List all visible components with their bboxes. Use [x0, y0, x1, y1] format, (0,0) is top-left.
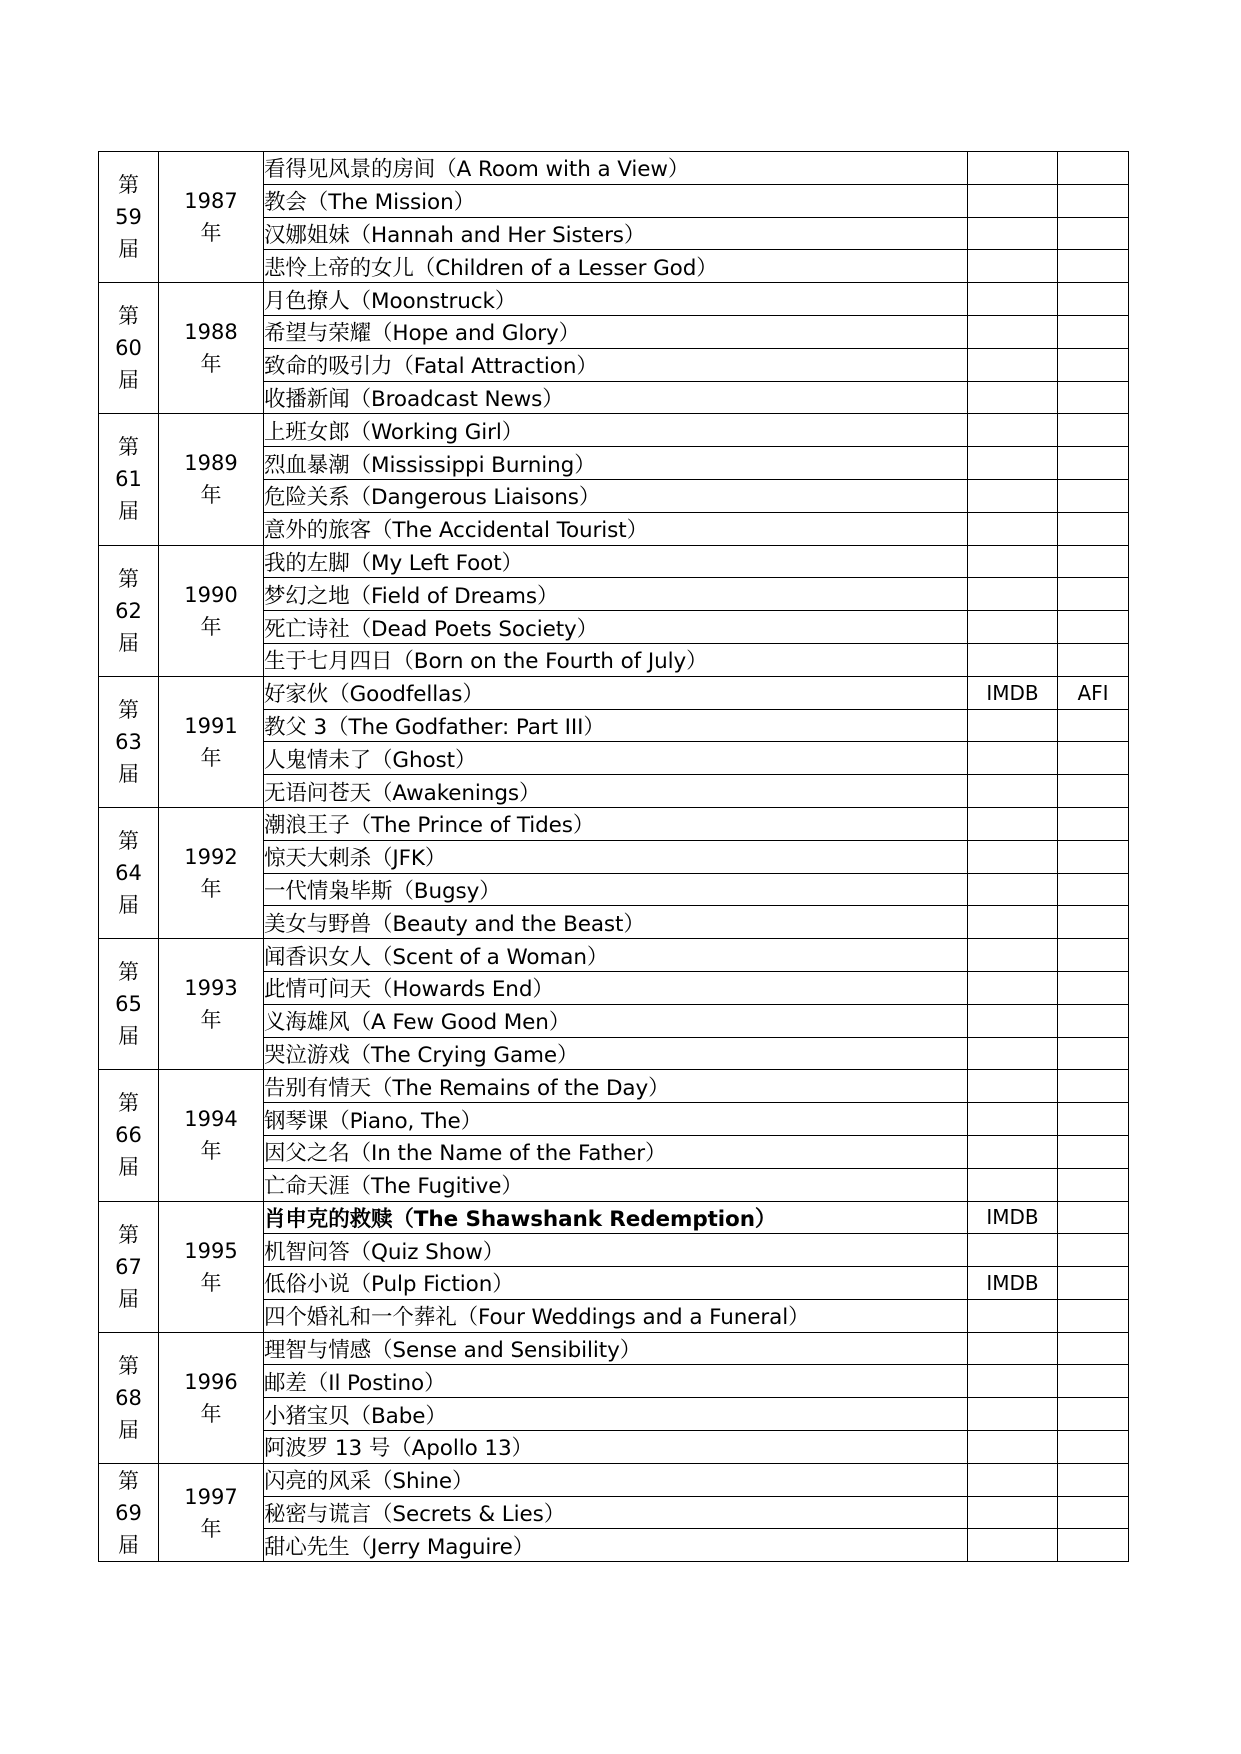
- afi-tag-cell: [1058, 512, 1129, 545]
- year-text: 年: [200, 1401, 222, 1426]
- session-text: 第: [118, 829, 139, 854]
- year-text: 1995: [184, 1238, 238, 1263]
- session-cell: [99, 676, 159, 807]
- film-title-cell: 我的左脚（My Left Foot）: [264, 545, 968, 578]
- year-text: 年: [200, 614, 222, 639]
- session-cell: [99, 152, 159, 283]
- film-title-cell: 义海雄风（A Few Good Men）: [264, 1004, 968, 1037]
- afi-tag-cell: [1058, 1037, 1129, 1070]
- session-text: 届: [118, 237, 139, 262]
- afi-tag-cell: [1058, 1135, 1129, 1168]
- year-cell: [159, 676, 264, 807]
- imdb-tag-cell: [968, 906, 1058, 939]
- film-title-cell: 秘密与谎言（Secrets & Lies）: [264, 1496, 968, 1529]
- film-title-cell: 梦幻之地（Field of Dreams）: [264, 578, 968, 611]
- imdb-tag-cell: [968, 709, 1058, 742]
- imdb-tag-cell: [968, 1037, 1058, 1070]
- nominees-table-body: [99, 152, 1129, 1562]
- afi-tag-cell: [1058, 939, 1129, 972]
- afi-tag-cell: [1058, 348, 1129, 381]
- film-title-cell: 教父 3（The Godfather: Part III）: [264, 709, 968, 742]
- session-text: 第: [118, 566, 139, 591]
- session-cell: [99, 545, 159, 676]
- film-title-cell: 看得见风景的房间（A Room with a View）: [264, 152, 968, 185]
- film-title-cell: 惊天大刺杀（JFK）: [264, 840, 968, 873]
- film-title-cell: 上班女郎（Working Girl）: [264, 414, 968, 447]
- year-text: 年: [200, 1139, 222, 1164]
- afi-tag-cell: [1058, 1070, 1129, 1103]
- film-title-cell: 教会（The Mission）: [264, 184, 968, 217]
- session-text: 届: [118, 1417, 139, 1442]
- film-title-cell: 阿波罗 13 号（Apollo 13）: [264, 1431, 968, 1464]
- session-text: 第: [118, 304, 139, 329]
- year-text: 年: [200, 221, 222, 246]
- session-text: 届: [118, 1155, 139, 1180]
- table-row: [99, 1070, 1129, 1103]
- afi-tag-cell: [1058, 152, 1129, 185]
- imdb-tag-cell: [968, 512, 1058, 545]
- afi-tag-cell: [1058, 1398, 1129, 1431]
- imdb-tag-cell: [968, 1431, 1058, 1464]
- imdb-tag-cell: [968, 1234, 1058, 1267]
- film-title-cell: 希望与荣耀（Hope and Glory）: [264, 315, 968, 348]
- session-text: 第: [118, 1222, 139, 1247]
- afi-tag-cell: [1058, 971, 1129, 1004]
- session-text: 67: [115, 1254, 142, 1279]
- afi-tag-cell: [1058, 1103, 1129, 1136]
- afi-tag-cell: [1058, 1234, 1129, 1267]
- afi-tag-cell: [1058, 315, 1129, 348]
- imdb-tag-cell: [968, 250, 1058, 283]
- nominees-table: [98, 151, 1129, 1562]
- imdb-tag-cell: [968, 1332, 1058, 1365]
- film-title-cell: 无语问苍天（Awakenings）: [264, 775, 968, 808]
- table-row: [99, 939, 1129, 972]
- year-cell: [159, 1463, 264, 1561]
- table-row: [99, 1463, 1129, 1496]
- session-cell: [99, 939, 159, 1070]
- imdb-tag-cell: [968, 873, 1058, 906]
- film-title-cell: 告别有情天（The Remains of the Day）: [264, 1070, 968, 1103]
- year-text: 年: [200, 1008, 222, 1033]
- imdb-tag-cell: [968, 217, 1058, 250]
- year-text: 1994: [184, 1107, 238, 1132]
- film-title-cell: 甜心先生（Jerry Maguire）: [264, 1529, 968, 1562]
- imdb-tag-cell: IMDB: [968, 1201, 1058, 1234]
- film-title-cell: 因父之名（In the Name of the Father）: [264, 1135, 968, 1168]
- year-text: 1991: [184, 713, 238, 738]
- film-title-cell: 潮浪王子（The Prince of Tides）: [264, 807, 968, 840]
- afi-tag-cell: [1058, 742, 1129, 775]
- session-text: 届: [118, 368, 139, 393]
- imdb-tag-cell: [968, 315, 1058, 348]
- film-title-cell: 哭泣游戏（The Crying Game）: [264, 1037, 968, 1070]
- year-cell: [159, 152, 264, 283]
- film-title-cell: 人鬼情未了（Ghost）: [264, 742, 968, 775]
- afi-tag-cell: [1058, 1267, 1129, 1300]
- afi-tag-cell: [1058, 906, 1129, 939]
- imdb-tag-cell: [968, 283, 1058, 316]
- imdb-tag-cell: [968, 578, 1058, 611]
- imdb-tag-cell: [968, 1398, 1058, 1431]
- session-text: 第: [118, 1091, 139, 1116]
- table-row: [99, 1332, 1129, 1365]
- session-text: 第: [118, 960, 139, 985]
- afi-tag-cell: [1058, 1463, 1129, 1496]
- film-title-cell: 美女与野兽（Beauty and the Beast）: [264, 906, 968, 939]
- imdb-tag-cell: [968, 840, 1058, 873]
- session-text: 第: [118, 1468, 139, 1493]
- session-text: 第: [118, 173, 139, 198]
- year-text: 1989: [184, 451, 238, 476]
- session-text: 62: [115, 598, 142, 623]
- imdb-tag-cell: [968, 1496, 1058, 1529]
- film-title-cell: 死亡诗社（Dead Poets Society）: [264, 611, 968, 644]
- session-text: 69: [115, 1500, 142, 1525]
- imdb-tag-cell: [968, 1103, 1058, 1136]
- film-title-cell: 好家伙（Goodfellas）: [264, 676, 968, 709]
- session-text: 届: [118, 893, 139, 918]
- table-row: [99, 676, 1129, 709]
- afi-tag-cell: [1058, 447, 1129, 480]
- film-title-cell: 生于七月四日（Born on the Fourth of July）: [264, 643, 968, 676]
- imdb-tag-cell: [968, 807, 1058, 840]
- film-title-cell: 收播新闻（Broadcast News）: [264, 381, 968, 414]
- imdb-tag-cell: [968, 1529, 1058, 1562]
- session-text: 届: [118, 1286, 139, 1311]
- imdb-tag-cell: [968, 1463, 1058, 1496]
- film-title-cell: 意外的旅客（The Accidental Tourist）: [264, 512, 968, 545]
- afi-tag-cell: [1058, 545, 1129, 578]
- table-row: [99, 283, 1129, 316]
- imdb-tag-cell: [968, 775, 1058, 808]
- year-text: 年: [200, 1270, 222, 1295]
- imdb-tag-cell: [968, 184, 1058, 217]
- imdb-tag-cell: [968, 152, 1058, 185]
- session-text: 59: [115, 205, 142, 230]
- year-cell: [159, 283, 264, 414]
- session-cell: [99, 1463, 159, 1561]
- film-title-cell: 邮差（Il Postino）: [264, 1365, 968, 1398]
- afi-tag-cell: [1058, 1496, 1129, 1529]
- afi-tag-cell: [1058, 1299, 1129, 1332]
- year-text: 1996: [184, 1369, 238, 1394]
- session-text: 第: [118, 435, 139, 460]
- session-text: 64: [115, 861, 142, 886]
- film-title-cell: 亡命天涯（The Fugitive）: [264, 1168, 968, 1201]
- year-text: 1987: [184, 189, 238, 214]
- session-text: 届: [118, 761, 139, 786]
- session-text: 第: [118, 1353, 139, 1378]
- imdb-tag-cell: [968, 1004, 1058, 1037]
- afi-tag-cell: [1058, 611, 1129, 644]
- afi-tag-cell: [1058, 1365, 1129, 1398]
- film-title-cell: 小猪宝贝（Babe）: [264, 1398, 968, 1431]
- session-text: 61: [115, 467, 142, 492]
- year-text: 年: [200, 1516, 222, 1541]
- film-title-cell: 肖申克的救赎（The Shawshank Redemption）: [264, 1201, 968, 1234]
- afi-tag-cell: [1058, 873, 1129, 906]
- afi-tag-cell: [1058, 1168, 1129, 1201]
- imdb-tag-cell: [968, 643, 1058, 676]
- year-cell: [159, 545, 264, 676]
- imdb-tag-cell: [968, 1299, 1058, 1332]
- film-title-cell: 四个婚礼和一个葬礼（Four Weddings and a Funeral）: [264, 1299, 968, 1332]
- session-cell: [99, 1070, 159, 1201]
- film-title-cell: 闻香识女人（Scent of a Woman）: [264, 939, 968, 972]
- film-title-cell: 悲怜上帝的女儿（Children of a Lesser God）: [264, 250, 968, 283]
- imdb-tag-cell: [968, 971, 1058, 1004]
- film-title-cell: 钢琴课（Piano, The）: [264, 1103, 968, 1136]
- film-title-cell: 烈血暴潮（Mississippi Burning）: [264, 447, 968, 480]
- afi-tag-cell: [1058, 184, 1129, 217]
- table-row: [99, 1201, 1129, 1234]
- film-title-cell: 理智与情感（Sense and Sensibility）: [264, 1332, 968, 1365]
- imdb-tag-cell: [968, 1168, 1058, 1201]
- film-title-cell: 低俗小说（Pulp Fiction）: [264, 1267, 968, 1300]
- afi-tag-cell: [1058, 414, 1129, 447]
- year-cell: [159, 939, 264, 1070]
- afi-tag-cell: [1058, 1431, 1129, 1464]
- afi-tag-cell: [1058, 643, 1129, 676]
- year-text: 年: [200, 352, 222, 377]
- session-text: 65: [115, 992, 142, 1017]
- film-title-cell: 致命的吸引力（Fatal Attraction）: [264, 348, 968, 381]
- year-cell: [159, 807, 264, 938]
- year-text: 年: [200, 877, 222, 902]
- afi-tag-cell: [1058, 1201, 1129, 1234]
- film-title-cell: 危险关系（Dangerous Liaisons）: [264, 479, 968, 512]
- year-text: 年: [200, 483, 222, 508]
- afi-tag-cell: [1058, 709, 1129, 742]
- session-cell: [99, 1201, 159, 1332]
- year-text: 1997: [184, 1484, 238, 1509]
- afi-tag-cell: [1058, 479, 1129, 512]
- year-cell: [159, 1201, 264, 1332]
- session-text: 届: [118, 1532, 139, 1557]
- afi-tag-cell: [1058, 250, 1129, 283]
- session-cell: [99, 1332, 159, 1463]
- session-text: 届: [118, 630, 139, 655]
- afi-tag-cell: AFI: [1058, 676, 1129, 709]
- session-text: 第: [118, 697, 139, 722]
- session-text: 60: [115, 336, 142, 361]
- afi-tag-cell: [1058, 381, 1129, 414]
- film-title-cell: 闪亮的风采（Shine）: [264, 1463, 968, 1496]
- film-title-cell: 机智问答（Quiz Show）: [264, 1234, 968, 1267]
- afi-tag-cell: [1058, 1332, 1129, 1365]
- imdb-tag-cell: [968, 611, 1058, 644]
- afi-tag-cell: [1058, 1004, 1129, 1037]
- imdb-tag-cell: [968, 348, 1058, 381]
- table-row: [99, 807, 1129, 840]
- imdb-tag-cell: [968, 1365, 1058, 1398]
- imdb-tag-cell: [968, 479, 1058, 512]
- session-text: 66: [115, 1123, 142, 1148]
- year-cell: [159, 1332, 264, 1463]
- afi-tag-cell: [1058, 283, 1129, 316]
- session-text: 届: [118, 499, 139, 524]
- imdb-tag-cell: [968, 939, 1058, 972]
- imdb-tag-cell: [968, 447, 1058, 480]
- film-title-cell: 此情可问天（Howards End）: [264, 971, 968, 1004]
- year-text: 1988: [184, 320, 238, 345]
- imdb-tag-cell: [968, 381, 1058, 414]
- year-text: 1993: [184, 976, 238, 1001]
- session-cell: [99, 414, 159, 545]
- table-row: [99, 414, 1129, 447]
- year-text: 1990: [184, 582, 238, 607]
- afi-tag-cell: [1058, 840, 1129, 873]
- film-title-cell: 月色撩人（Moonstruck）: [264, 283, 968, 316]
- session-text: 届: [118, 1024, 139, 1049]
- session-cell: [99, 807, 159, 938]
- afi-tag-cell: [1058, 578, 1129, 611]
- imdb-tag-cell: IMDB: [968, 1267, 1058, 1300]
- year-text: 1992: [184, 845, 238, 870]
- imdb-tag-cell: IMDB: [968, 676, 1058, 709]
- year-cell: [159, 1070, 264, 1201]
- afi-tag-cell: [1058, 1529, 1129, 1562]
- session-text: 68: [115, 1385, 142, 1410]
- imdb-tag-cell: [968, 742, 1058, 775]
- year-text: 年: [200, 745, 222, 770]
- afi-tag-cell: [1058, 775, 1129, 808]
- imdb-tag-cell: [968, 414, 1058, 447]
- afi-tag-cell: [1058, 217, 1129, 250]
- session-text: 63: [115, 729, 142, 754]
- table-row: [99, 152, 1129, 185]
- session-cell: [99, 283, 159, 414]
- film-title-cell: 一代情枭毕斯（Bugsy）: [264, 873, 968, 906]
- imdb-tag-cell: [968, 545, 1058, 578]
- imdb-tag-cell: [968, 1070, 1058, 1103]
- year-cell: [159, 414, 264, 545]
- table-row: [99, 545, 1129, 578]
- afi-tag-cell: [1058, 807, 1129, 840]
- film-title-cell: 汉娜姐妹（Hannah and Her Sisters）: [264, 217, 968, 250]
- imdb-tag-cell: [968, 1135, 1058, 1168]
